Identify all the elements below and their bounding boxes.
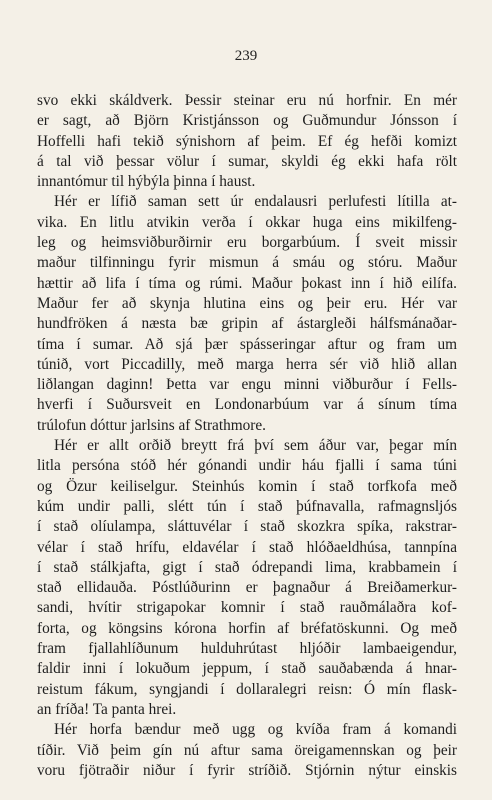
text-line: maður tilfinningu fyrir mismun á smáu og stóru. Maður [37, 254, 457, 272]
text-line: fram fjallahlíðunum hulduhrútast hljóðir lambaeigendur, [37, 640, 457, 658]
text-line: stað ellidauða. Póstlúðurinn er þagnaður á Breiðamerkur- [37, 579, 457, 597]
text-line: hættir að lifa í tíma og rúmi. Maður þokast inn í hið eilífa. [37, 274, 457, 292]
text-line: liðlangan daginn! Þetta var engu minni viðburður í Fells- [37, 376, 457, 394]
text-line: í stað stálkjafta, gigt í stað ódrepandi lima, krabbamein í [37, 558, 457, 576]
paragraph [37, 436, 457, 720]
text-line: voru fjötraðir niður í fyrir stríðið. Stjórnin nýtur einskis [37, 761, 457, 779]
text-line: innantómur til hýbýla þinna í haust. [37, 173, 256, 191]
paragraph [37, 720, 457, 781]
text-line: an fríða! Ta panta hrei. [37, 700, 177, 718]
text-line: svo ekki skáldverk. Þessir steinar eru nú horfnir. En mér [37, 92, 457, 109]
text-line: kúm undir palli, slétt tún í stað þúfnavalla, rafmagnsljós [37, 497, 457, 515]
paragraph [37, 91, 457, 192]
text-line: litla persóna stóð hér gónandi undir háu fjalli í sama túni [37, 457, 457, 475]
text-line: reistum fákum, syngjandi í dollaralegri reisn: Ó mín flask- [37, 680, 457, 698]
text-line: Hér er allt orðið breytt frá því sem áður var, þegar mín [54, 437, 457, 455]
text-line: sandi, hvítir strigapokar komnir í stað rauðmálaðra kof- [37, 599, 457, 617]
text-line: hverfi í Suðursveit en Londonarbúum var á sínum tíma [37, 396, 457, 414]
text-line: Hér horfa bændur með ugg og kvíða fram á komandi [54, 721, 457, 739]
text-line: leg og heimsviðburðirnir eru borgarbúum. Í sveit missir [37, 234, 457, 252]
text-line: tíðir. Við þeim gín nú aftur sama öreigamennskan og þeir [37, 741, 457, 759]
text-line: hundfröken á næsta bæ gripin af ástargleði hálfsmánaðar- [37, 315, 457, 333]
text-line: á tal við þessar völur í sumar, skyldi ég ekki hafa rölt [37, 152, 457, 170]
text-line: forta, og köngsins kórona horfin af bréfatöskunni. Og með [37, 619, 457, 637]
text-line: Hér er lífið saman sett úr endalausri perlufesti lítilla at- [54, 193, 457, 211]
text-line: Hoffelli hafi tekið sýnishorn af þeim. Ef ég hefði komizt [37, 132, 457, 150]
text-line: í stað olíulampa, sláttuvélar í stað skozkra spíka, rakstrar- [37, 518, 457, 536]
paragraph [37, 192, 457, 436]
page-number: 239 [234, 48, 258, 64]
text-line: og Özur keiliselgur. Steinhús komin í stað torfkofa með [37, 477, 457, 495]
text-line: trúlofun dóttur jarlsins af Strathmore. [37, 416, 266, 434]
text-line: Maður fer að skynja hlutina eins og þeir eru. Hér var [37, 294, 457, 312]
body-text [37, 91, 457, 781]
text-line: er sagt, að Björn Kristjánsson og Guðmundur Jónsson í [37, 112, 457, 130]
text-line: tíma í sumar. Að sjá þær spásseringar aftur og fram um [37, 335, 457, 353]
text-line: faldir inni í lokuðum jeppum, í stað sauðabænda á hnar- [37, 660, 457, 678]
text-line: vika. En litlu atvikin verða í okkar huga eins mikilfeng- [37, 213, 457, 231]
text-line: vélar í stað hrífu, eldavélar í stað hlóðaeldhúsa, tannpína [37, 538, 457, 556]
text-line: túnið, vort Piccadilly, með marga herra sér við hlið allan [37, 355, 457, 373]
